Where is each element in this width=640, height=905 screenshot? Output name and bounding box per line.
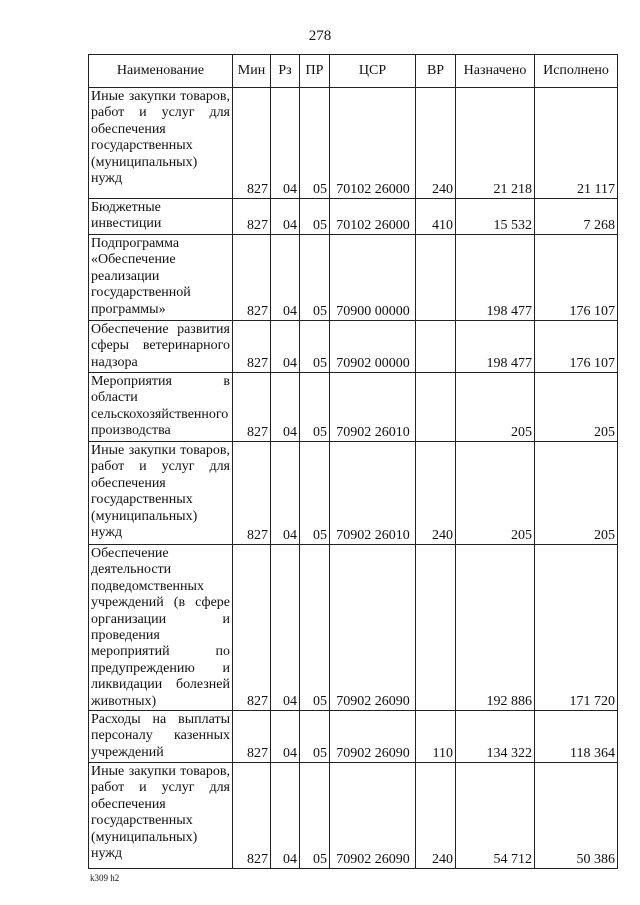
cell-csr: 70902 26010 xyxy=(330,442,416,545)
cell-isp: 118 364 xyxy=(535,711,618,763)
cell-min: 827 xyxy=(233,235,271,321)
cell-vr xyxy=(416,545,456,711)
cell-isp: 21 117 xyxy=(535,88,618,199)
cell-min: 827 xyxy=(233,199,271,235)
cell-pr: 05 xyxy=(300,88,330,199)
cell-name: Иные закупки товаров, работ и услуг для обеспечения государственных (муниципальных) нужд xyxy=(89,442,233,545)
cell-vr: 240 xyxy=(416,442,456,545)
cell-name: Расходы на выплаты персоналу казенных учреждений xyxy=(89,711,233,763)
cell-vr: 410 xyxy=(416,199,456,235)
cell-min: 827 xyxy=(233,442,271,545)
cell-name: Обеспечение деятельности подведомственных учреждений (в сфере организации и проведения мероприятий по предупреждению и ликвидации болезней животных) xyxy=(89,545,233,711)
cell-isp: 7 268 xyxy=(535,199,618,235)
cell-min: 827 xyxy=(233,373,271,442)
cell-vr: 110 xyxy=(416,711,456,763)
budget-table xyxy=(88,54,618,869)
footer-code: k309 h2 xyxy=(90,873,120,883)
header-vr: ВР xyxy=(416,55,456,88)
cell-min: 827 xyxy=(233,88,271,199)
cell-name: Обеспечение развития сферы ветеринарного надзора xyxy=(89,321,233,373)
table-row xyxy=(89,88,618,199)
cell-nazn: 21 218 xyxy=(456,88,535,199)
header-rz: Рз xyxy=(271,55,300,88)
cell-vr xyxy=(416,235,456,321)
cell-isp: 205 xyxy=(535,442,618,545)
header-csr: ЦСР xyxy=(330,55,416,88)
cell-name: Иные закупки товаров, работ и услуг для обеспечения государственных (муниципальных) нужд xyxy=(89,88,233,199)
cell-min: 827 xyxy=(233,321,271,373)
cell-pr: 05 xyxy=(300,711,330,763)
cell-vr: 240 xyxy=(416,88,456,199)
cell-rz: 04 xyxy=(271,321,300,373)
table-row xyxy=(89,545,618,711)
table-row xyxy=(89,373,618,442)
cell-pr: 05 xyxy=(300,199,330,235)
cell-name: Мероприятия в области сельскохозяйственного производства xyxy=(89,373,233,442)
cell-rz: 04 xyxy=(271,763,300,869)
cell-vr xyxy=(416,373,456,442)
table-row xyxy=(89,199,618,235)
cell-name: Бюджетные инвестиции xyxy=(89,199,233,235)
page-number: 278 xyxy=(308,28,332,44)
cell-pr: 05 xyxy=(300,545,330,711)
cell-csr: 70102 26000 xyxy=(330,199,416,235)
header-min: Мин xyxy=(233,55,271,88)
cell-name: Иные закупки товаров, работ и услуг для обеспечения государственных (муниципальных) нужд xyxy=(89,763,233,869)
cell-pr: 05 xyxy=(300,321,330,373)
cell-rz: 04 xyxy=(271,199,300,235)
table-row xyxy=(89,321,618,373)
cell-rz: 04 xyxy=(271,235,300,321)
cell-csr: 70902 26090 xyxy=(330,763,416,869)
header-nazn: Назначено xyxy=(456,55,535,88)
table-row xyxy=(89,711,618,763)
table-row xyxy=(89,442,618,545)
cell-pr: 05 xyxy=(300,373,330,442)
cell-rz: 04 xyxy=(271,545,300,711)
cell-rz: 04 xyxy=(271,711,300,763)
cell-nazn: 205 xyxy=(456,442,535,545)
cell-isp: 205 xyxy=(535,373,618,442)
cell-nazn: 198 477 xyxy=(456,321,535,373)
cell-pr: 05 xyxy=(300,763,330,869)
cell-vr xyxy=(416,321,456,373)
cell-nazn: 15 532 xyxy=(456,199,535,235)
cell-pr: 05 xyxy=(300,442,330,545)
cell-csr: 70902 26010 xyxy=(330,373,416,442)
cell-rz: 04 xyxy=(271,88,300,199)
cell-rz: 04 xyxy=(271,442,300,545)
cell-name: Подпрограмма «Обеспечение реализации государственной программы» xyxy=(89,235,233,321)
cell-csr: 70102 26000 xyxy=(330,88,416,199)
cell-pr: 05 xyxy=(300,235,330,321)
cell-rz: 04 xyxy=(271,373,300,442)
cell-vr: 240 xyxy=(416,763,456,869)
cell-nazn: 192 886 xyxy=(456,545,535,711)
table-header-row xyxy=(89,55,618,88)
cell-isp: 176 107 xyxy=(535,321,618,373)
cell-nazn: 54 712 xyxy=(456,763,535,869)
header-name: Наименование xyxy=(89,55,233,88)
table-row xyxy=(89,235,618,321)
header-isp: Исполнено xyxy=(535,55,618,88)
cell-csr: 70902 26090 xyxy=(330,711,416,763)
cell-csr: 70900 00000 xyxy=(330,235,416,321)
cell-min: 827 xyxy=(233,711,271,763)
table-row xyxy=(89,763,618,869)
cell-csr: 70902 00000 xyxy=(330,321,416,373)
cell-csr: 70902 26090 xyxy=(330,545,416,711)
cell-min: 827 xyxy=(233,763,271,869)
header-pr: ПР xyxy=(300,55,330,88)
cell-min: 827 xyxy=(233,545,271,711)
cell-nazn: 205 xyxy=(456,373,535,442)
cell-nazn: 198 477 xyxy=(456,235,535,321)
cell-nazn: 134 322 xyxy=(456,711,535,763)
cell-isp: 50 386 xyxy=(535,763,618,869)
cell-isp: 176 107 xyxy=(535,235,618,321)
cell-isp: 171 720 xyxy=(535,545,618,711)
